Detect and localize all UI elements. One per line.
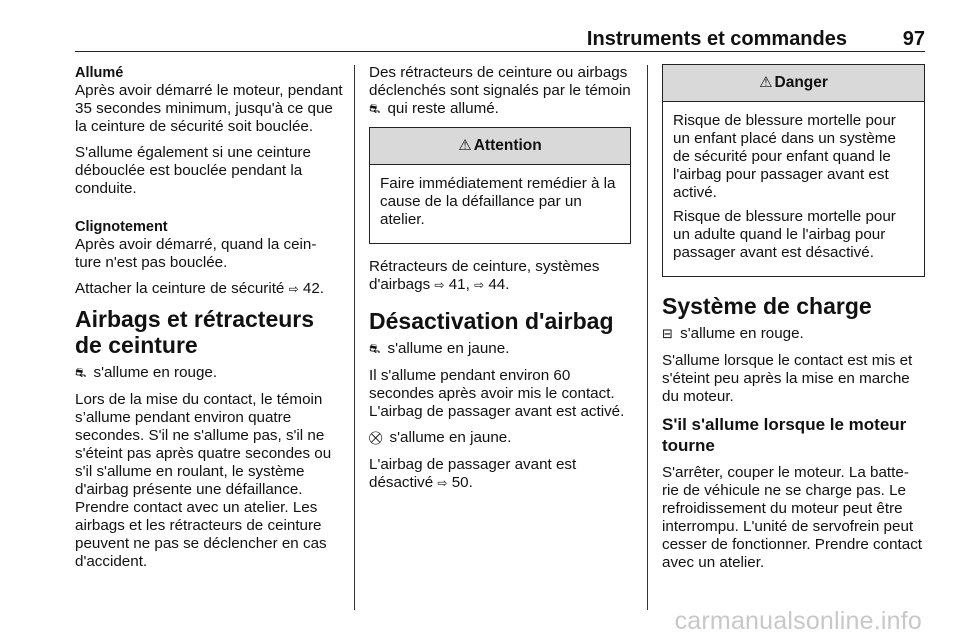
paragraph: Après avoir démarré, quand la cein- ture n'est pas bouclée. <box>75 236 317 271</box>
page-ref[interactable]: 44. <box>488 276 510 293</box>
page-ref-arrow-icon: ⇨ <box>474 278 485 292</box>
page-ref-arrow-icon: ⇨ <box>437 476 448 490</box>
paragraph: S'allume lorsque le contact est mis et s'éteint peu après la mise en marche du moteur. <box>662 352 913 405</box>
section-heading-charge: Système de charge <box>662 293 872 319</box>
page-ref-arrow-icon: ⇨ <box>288 282 299 296</box>
page-title: Instruments et commandes <box>586 28 847 50</box>
paragraph: Après avoir démarré le moteur, pendant 35 secondes minimum, jusqu'à ce que la ceinture de sécurité soit bouclée. <box>75 82 343 135</box>
header-divider <box>75 51 925 52</box>
attention-box <box>369 127 631 244</box>
paragraph: Attacher la ceinture de sécurité ⇨ 42. <box>75 280 325 297</box>
airbag-on-icon: ⛐ <box>369 342 381 357</box>
paragraph: ⛐ s'allume en rouge. <box>75 364 218 381</box>
section-heading-airbags: Airbags et rétracteurs de ceinture <box>75 306 315 358</box>
airbag-warning-icon: ⛐ <box>75 366 87 381</box>
airbag-warning-icon: ⛐ <box>369 102 381 117</box>
column-divider <box>354 65 355 610</box>
column-1 <box>75 64 343 579</box>
page-ref-arrow-icon: ⇨ <box>434 278 445 292</box>
column-divider <box>647 65 648 610</box>
paragraph: ⛐ s'allume en jaune. <box>369 340 510 357</box>
paragraph: S'arrêter, couper le moteur. La batte- rie de véhicule ne se charge pas. Le refroidissement du moteur peut être interrompu. L'unité de servofrein peut cesser de fonctionner. Prendre contact avec un atelier. <box>662 464 923 571</box>
paragraph: Rétracteurs de ceinture, systèmes d'airbags ⇨ 41, ⇨ 44. <box>369 258 600 293</box>
section-heading-deactivation: Désactivation d'airbag <box>369 308 614 334</box>
watermark: carmanualsonline.info <box>674 607 922 635</box>
danger-box <box>662 64 925 277</box>
paragraph: L'airbag de passager avant est désactivé ⇨ 50. <box>369 456 577 491</box>
column-3 <box>662 64 925 580</box>
page-number: 97 <box>902 28 925 50</box>
page-ref[interactable]: 50. <box>451 474 473 491</box>
warning-triangle-icon: ⚠ <box>458 136 472 154</box>
battery-icon: ⊟ <box>662 327 673 342</box>
airbag-off-icon: ⛒ <box>369 431 383 446</box>
paragraph: S'allume également si une ceinture débouclée est bouclée pendant la conduite. <box>75 144 311 197</box>
paragraph: Il s'allume pendant environ 60 secondes après avoir mis le contact. L'airbag de passager avant est activé. <box>369 367 625 420</box>
attention-header: ⚠ Attention <box>370 128 630 165</box>
subheading-running: S'il s'allume lorsque le moteur tourne <box>662 415 907 455</box>
warning-triangle-icon: ⚠ <box>759 73 773 91</box>
page-header <box>75 28 925 50</box>
paragraph: ⊟ s'allume en rouge. <box>662 325 804 342</box>
paragraph: Lors de la mise du contact, le témoin s’allume pendant environ quatre secondes. S'il ne s'allume pas, s'il ne s'éteint pas après quatre secondes ou s'il s'allume en roulant, le système d'airbag présente une défaillance. Prendre contact avec un atelier. Les airbags et les rétracteurs de ceinture peuvent ne pas se déclencher en cas d'accident. <box>75 391 332 570</box>
page-ref[interactable]: 42. <box>302 280 325 297</box>
danger-body: Risque de blessure mortelle pour un enfant placé dans un système de sécurité pour enfant quand le l'airbag pour passager avant est activé. Risque de blessure mortelle pour un adulte quand le l'airbag pour passager avant est désactivé. <box>673 112 896 261</box>
column-2 <box>369 64 631 500</box>
paragraph: Des rétracteurs de ceinture ou airbags déclenchés sont signalés par le témoin ⛐ qui reste allumé. <box>369 64 631 117</box>
attention-body: Faire immédiatement remédier à la cause de la défaillance par un atelier. <box>380 175 616 228</box>
page-ref[interactable]: 41, <box>448 276 470 293</box>
danger-header: ⚠ Danger <box>663 65 924 102</box>
subheading-clignotement: Clignotement <box>75 219 168 235</box>
subheading-allume: Allumé <box>75 65 124 81</box>
paragraph: ⛒ s'allume en jaune. <box>369 429 512 446</box>
